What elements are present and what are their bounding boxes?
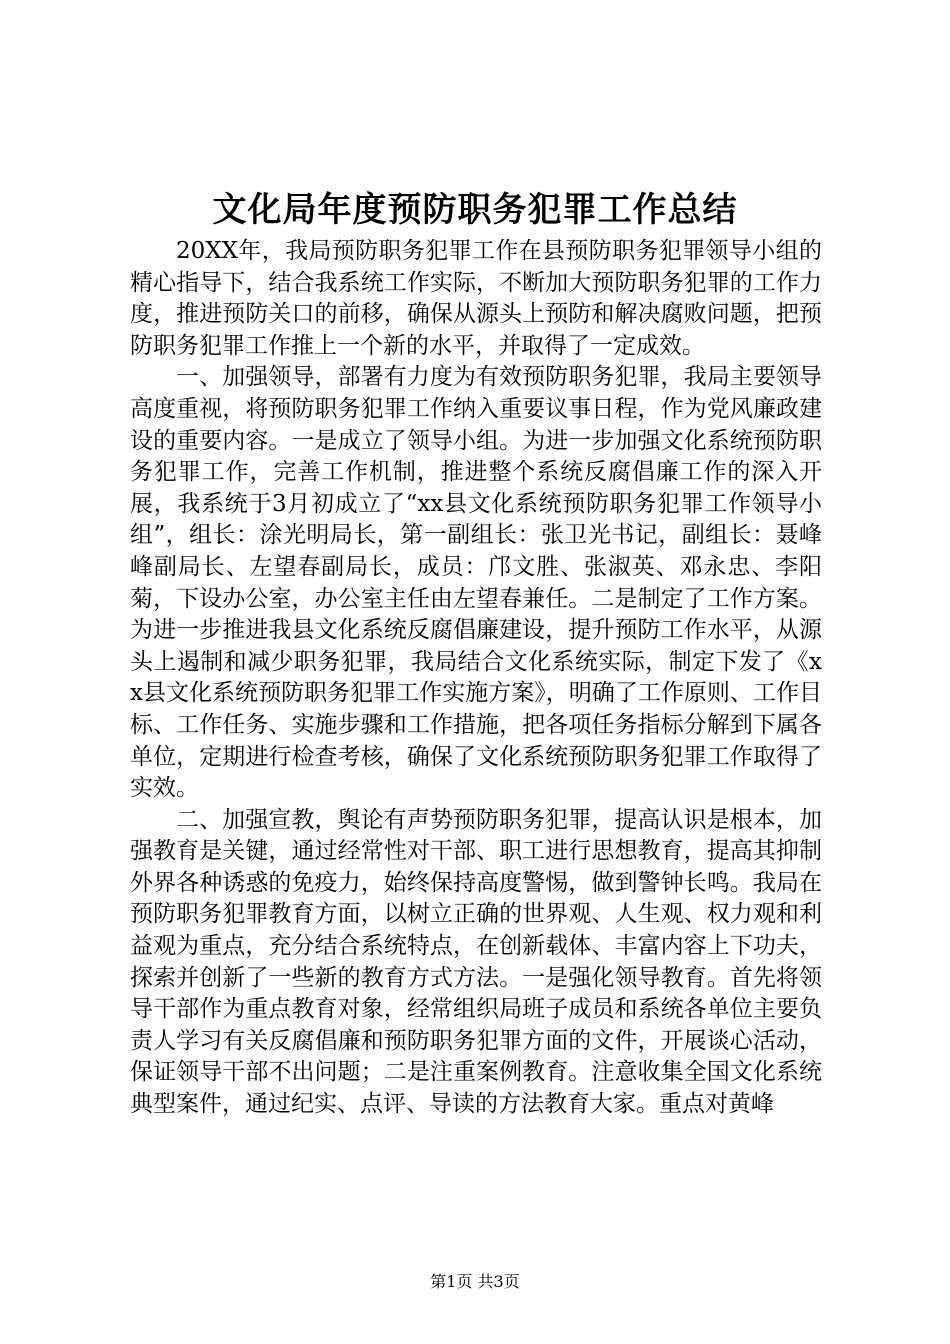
document-body xyxy=(130,236,822,1121)
paragraph-intro: 20XX年，我局预防职务犯罪工作在县预防职务犯罪领导小组的精心指导下，结合我系统工作实际，不断加大预防职务犯罪的工作力度，推进预防关口的前移，确保从源头上预防和解决腐败问题，把预防职务犯罪工作推上一个新的水平，并取得了一定成效。 xyxy=(130,238,822,359)
paragraph-leadership: 一、加强领导，部署有力度为有效预防职务犯罪，我局主要领导高度重视，将预防职务犯罪工作纳入重要议事日程，作为党风廉政建设的重要内容。一是成立了领导小组。为进一步加强文化系统预防职务犯罪工作，完善工作机制，推进整个系统反腐倡廉工作的深入开展，我系统于3月初成立了“xx县文化系统预防职务犯罪工作领导小组”，组长：涂光明局长，第一副组长：张卫光书记，副组长：聂峰峰副局长、左望春副局长，成员：邝文胜、张淑英、邓永忠、李阳菊，下设办公室，办公室主任由左望春兼任。二是制定了工作方案。为进一步推进我县文化系统反腐倡廉建设，提升预防工作水平，从源头上遏制和减少职务犯罪，我局结合文化系统实际，制定下发了《xx县文化系统预防职务犯罪工作实施方案》，明确了工作原则、工作目标、工作任务、实施步骤和工作措施，把各项任务指标分解到下属各单位，定期进行检查考核，确保了文化系统预防职务犯罪工作取得了实效。 xyxy=(130,364,822,802)
paragraph-education: 二、加强宣教，舆论有声势预防职务犯罪，提高认识是根本，加强教育是关键，通过经常性对干部、职工进行思想教育，提高其抑制外界各种诱惑的免疫力，始终保持高度警惕，做到警钟长鸣。我局在预防职务犯罪教育方面，以树立正确的世界观、人生观、权力观和利益观为重点，充分结合系统特点，在创新载体、丰富内容上下功夫，探索并创新了一些新的教育方式方法。一是强化领导教育。首先将领导干部作为重点教育对象，经常组织局班子成员和系统各单位主要负责人学习有关反腐倡廉和预防职务犯罪方面的文件，开展谈心活动，保证领导干部不出问题；二是注重案例教育。注意收集全国文化系统典型案件，通过纪实、点评、导读的方法教育大家。重点对黄峰 xyxy=(130,806,822,1118)
page-footer: 第1页 共3页 xyxy=(430,1272,520,1291)
document-title: 文化局年度预防职务犯罪工作总结 xyxy=(212,190,738,230)
